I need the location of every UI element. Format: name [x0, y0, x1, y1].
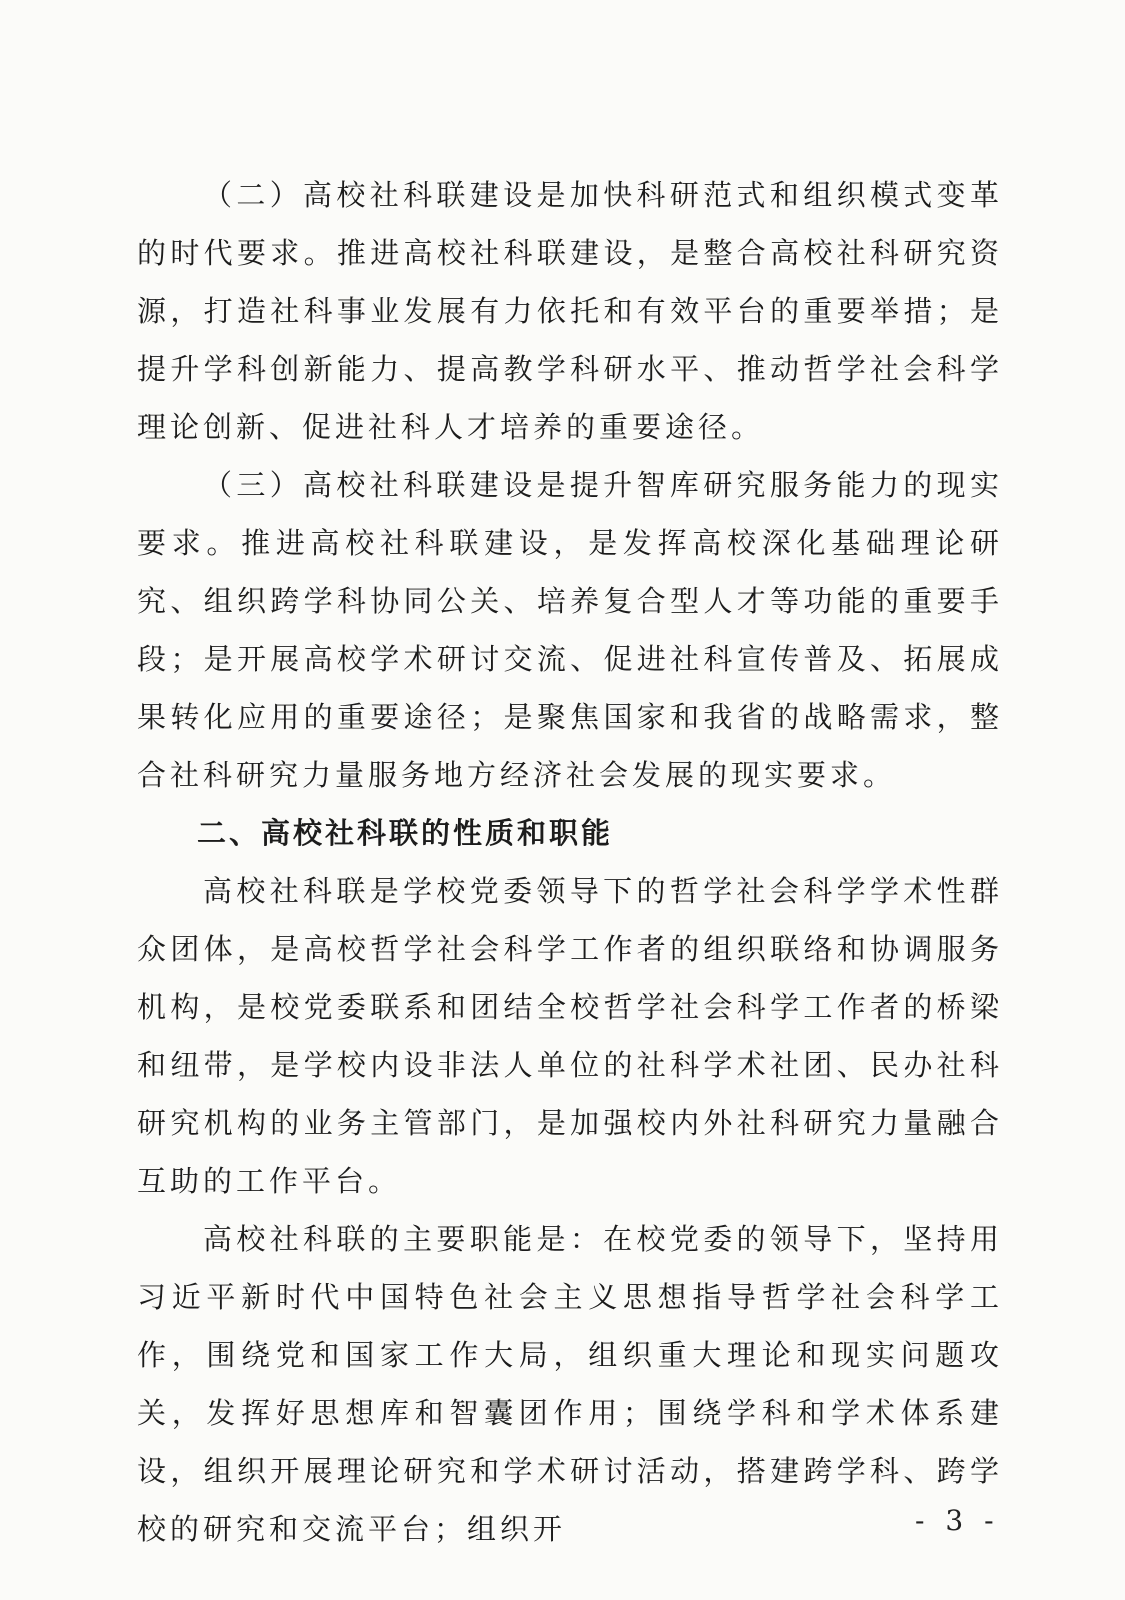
paragraph-functions: 高校社科联的主要职能是：在校党委的领导下，坚持用习近平新时代中国特色社会主义思想指导哲学社会科学工作，围绕党和国家工作大局，组织重大理论和现实问题攻关，发挥好思想库和智囊团作用；围绕学科和学术体系建设，组织开展理论研究和学术研讨活动，搭建跨学科、跨学校的研究和交流平台；组织开 — [137, 1222, 1003, 1546]
paragraph-section-3: （三）高校社科联建设是提升智库研究服务能力的现实要求。推进高校社科联建设，是发挥高校深化基础理论研究、组织跨学科协同公关、培养复合型人才等功能的重要手段；是开展高校学术研讨交流、促进社科宣传普及、拓展成果转化应用的重要途径；是聚焦国家和我省的战略需求，整合社科研究力量服务地方经济社会发展的现实要求。 — [137, 468, 1003, 792]
paragraph-nature: 高校社科联是学校党委领导下的哲学社会科学学术性群众团体，是高校哲学社会科学工作者的组织联络和协调服务机构，是校党委联系和团结全校哲学社会科学工作者的桥梁和纽带，是学校内设非法人单位的社科学术社团、民办社科研究机构的业务主管部门，是加强校内外社科研究力量融合互助的工作平台。 — [137, 874, 1003, 1198]
page-number: - 3 - — [915, 1504, 1000, 1537]
section-heading: 二、高校社科联的性质和职能 — [197, 816, 614, 850]
paragraph-section-2: （二）高校社科联建设是加快科研范式和组织模式变革的时代要求。推进高校社科联建设，是整合高校社科研究资源，打造社科事业发展有力依托和有效平台的重要举措；是提升学科创新能力、提高教学科研水平、推动哲学社会科学理论创新、促进社科人才培养的重要途径。 — [137, 178, 1003, 444]
document-body — [137, 166, 1003, 1558]
